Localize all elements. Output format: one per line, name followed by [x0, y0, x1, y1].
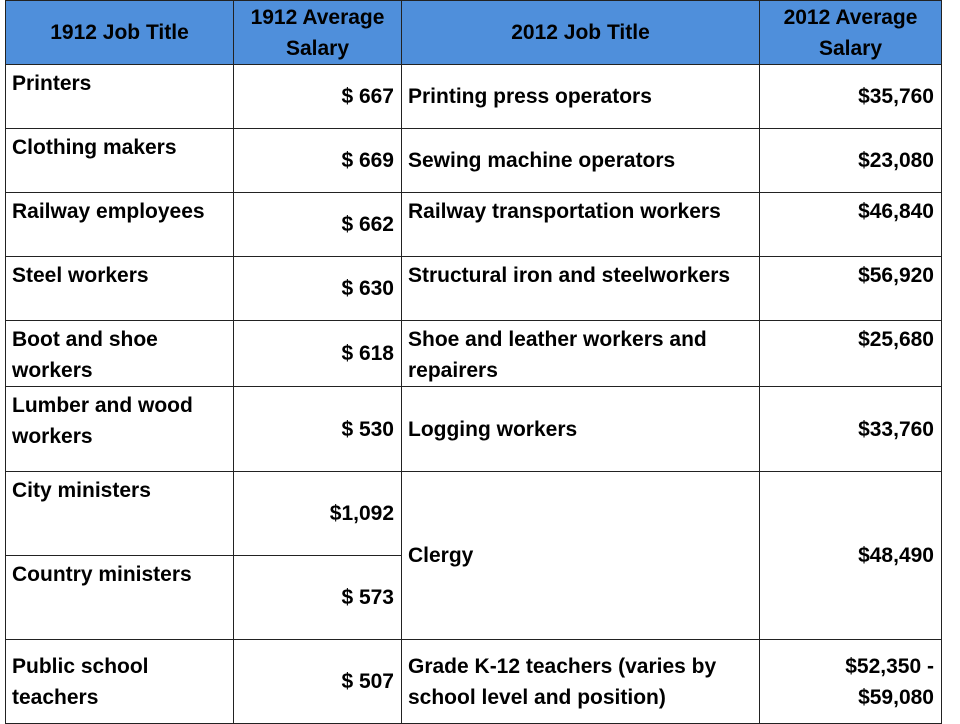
- job-1912-cell: Country ministers: [6, 556, 234, 640]
- job-2012-cell: Clergy: [402, 472, 760, 640]
- salary-2012-cell: $52,350 - $59,080: [760, 640, 942, 724]
- header-row: [6, 1, 942, 65]
- job-1912-cell: Printers: [6, 65, 234, 129]
- salary-1912-cell: $ 669: [234, 129, 402, 193]
- table-row: [6, 321, 942, 387]
- job-1912-cell: Public school teachers: [6, 640, 234, 724]
- job-2012-cell: Printing press operators: [402, 65, 760, 129]
- salary-2012-cell: $46,840: [760, 193, 942, 257]
- job-1912-cell: Boot and shoe workers: [6, 321, 234, 387]
- salary-2012-cell: $23,080: [760, 129, 942, 193]
- salary-2012-cell: $33,760: [760, 387, 942, 472]
- header-1912-job-title: 1912 Job Title: [6, 1, 234, 65]
- job-1912-cell: Clothing makers: [6, 129, 234, 193]
- salary-1912-cell: $ 662: [234, 193, 402, 257]
- header-1912-average-salary: 1912 Average Salary: [234, 1, 402, 65]
- job-2012-cell: Sewing machine operators: [402, 129, 760, 193]
- salary-comparison-table: [5, 0, 942, 724]
- job-2012-cell: Shoe and leather workers and repairers: [402, 321, 760, 387]
- header-2012-job-title: 2012 Job Title: [402, 1, 760, 65]
- table-row: [6, 640, 942, 724]
- job-1912-cell: Railway employees: [6, 193, 234, 257]
- salary-2012-cell: $25,680: [760, 321, 942, 387]
- salary-1912-cell: $ 507: [234, 640, 402, 724]
- table-row: [6, 193, 942, 257]
- job-1912-cell: Lumber and wood workers: [6, 387, 234, 472]
- salary-2012-cell: $35,760: [760, 65, 942, 129]
- table-row: [6, 472, 942, 556]
- table-row: [6, 257, 942, 321]
- job-2012-cell: Railway transportation workers: [402, 193, 760, 257]
- table-row: [6, 387, 942, 472]
- job-1912-cell: Steel workers: [6, 257, 234, 321]
- salary-1912-cell: $ 530: [234, 387, 402, 472]
- salary-1912-cell: $ 618: [234, 321, 402, 387]
- job-2012-cell: Structural iron and steelworkers: [402, 257, 760, 321]
- job-2012-cell: Grade K-12 teachers (varies by school level and position): [402, 640, 760, 724]
- table-row: [6, 65, 942, 129]
- header-2012-average-salary: 2012 Average Salary: [760, 1, 942, 65]
- salary-1912-cell: $1,092: [234, 472, 402, 556]
- job-2012-cell: Logging workers: [402, 387, 760, 472]
- table-row: [6, 129, 942, 193]
- salary-1912-cell: $ 573: [234, 556, 402, 640]
- job-1912-cell: City ministers: [6, 472, 234, 556]
- salary-1912-cell: $ 630: [234, 257, 402, 321]
- salary-2012-cell: $48,490: [760, 472, 942, 640]
- salary-1912-cell: $ 667: [234, 65, 402, 129]
- salary-2012-cell: $56,920: [760, 257, 942, 321]
